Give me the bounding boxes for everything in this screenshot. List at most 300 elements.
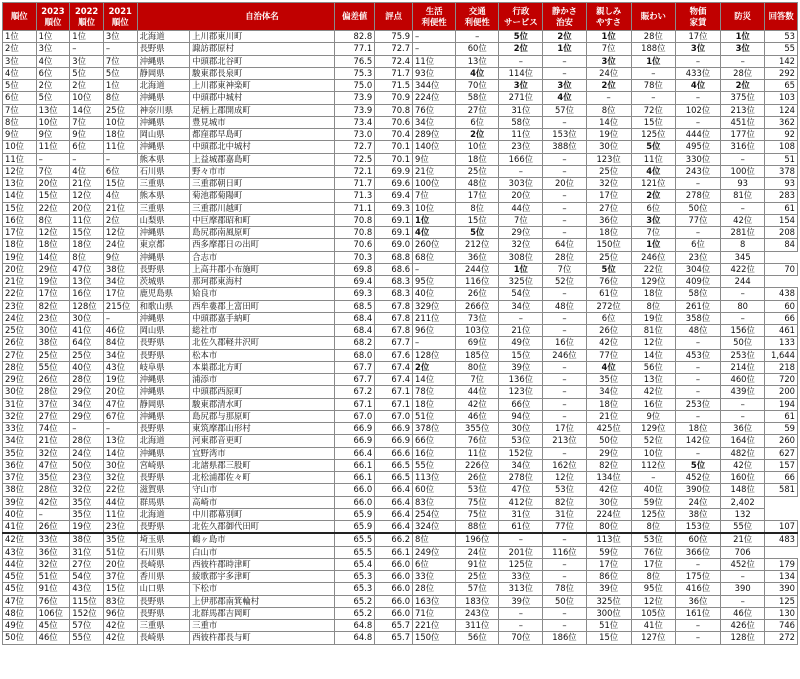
cell-rank-2023: 36位 (36, 546, 70, 558)
cell-rank-2022: 128位 (70, 300, 104, 312)
cell-rank-2022: 18位 (70, 239, 104, 251)
cell-bustle: – (631, 67, 675, 79)
cell-disaster: 460位 (721, 374, 765, 386)
cell-rank-2022: 23位 (70, 472, 104, 484)
cell-rank-2023: 6位 (36, 67, 70, 79)
cell-bustle: 112位 (631, 459, 675, 471)
cell-prefecture: 三重県 (137, 620, 190, 632)
table-row (3, 288, 798, 300)
table-row (3, 620, 798, 632)
cell-transport: 244位 (456, 263, 499, 275)
cell-score: 69.0 (375, 239, 413, 251)
cell-rank-2021: – (103, 43, 137, 55)
cell-living: 71位 (413, 607, 456, 619)
cell-bustle: 28位 (631, 31, 675, 43)
cell-rank-2022: 21位 (70, 178, 104, 190)
cell-prefecture: 熊本県 (137, 190, 190, 202)
cell-deviation: 67.2 (335, 386, 375, 398)
cell-admin: 49位 (499, 337, 543, 349)
cell-score: 66.1 (375, 546, 413, 558)
table-row (3, 337, 798, 349)
cell-prefecture: 北海道 (137, 31, 190, 43)
cell-disaster: 28位 (721, 67, 765, 79)
cell-deviation: 68.2 (335, 337, 375, 349)
cell-rank-2022: 32位 (70, 484, 104, 496)
cell-score: 71.7 (375, 67, 413, 79)
cell-living: 76位 (413, 104, 456, 116)
cell-bustle: 2位 (631, 190, 675, 202)
cell-responses: 61 (765, 410, 798, 422)
cell-friendly: 36位 (586, 214, 631, 226)
cell-friendly: 82位 (586, 459, 631, 471)
cell-bustle: 8位 (631, 521, 675, 534)
cell-quiet: – (543, 361, 586, 373)
cell-responses: 124 (765, 104, 798, 116)
ranking-table (2, 2, 798, 645)
table-row (3, 632, 798, 644)
cell-rank-2021: – (103, 153, 137, 165)
table-row (3, 386, 798, 398)
cell-prefecture: 茨城県 (137, 276, 190, 288)
cell-municipality: 島尻郡南風原町 (190, 227, 335, 239)
cell-transport: 27位 (456, 104, 499, 116)
cell-transport: 60位 (456, 43, 499, 55)
cell-bustle: 8位 (631, 300, 675, 312)
cell-living: 254位 (413, 508, 456, 520)
cell-friendly: 6位 (586, 312, 631, 324)
cell-quiet: – (543, 571, 586, 583)
cell-living: – (413, 43, 456, 55)
cell-prefecture: 北海道 (137, 508, 190, 520)
cell-rank-2022: 5位 (70, 67, 104, 79)
cell-rank-2021: 25位 (103, 104, 137, 116)
cell-prefecture: 沖縄県 (137, 374, 190, 386)
header-prefecture (137, 3, 190, 31)
cell-rank-2023: 51位 (36, 571, 70, 583)
cell-bustle: – (631, 92, 675, 104)
cell-bustle: 6位 (631, 202, 675, 214)
cell-disaster: 80 (721, 300, 765, 312)
cell-responses: 194 (765, 398, 798, 410)
cell-disaster: 422位 (721, 263, 765, 275)
cell-rank: 30位 (3, 386, 37, 398)
cell-admin: 201位 (499, 546, 543, 558)
cell-disaster: 375位 (721, 92, 765, 104)
cell-prefecture: 香川県 (137, 571, 190, 583)
cell-prefecture: 沖縄県 (137, 312, 190, 324)
cell-quiet: – (543, 398, 586, 410)
cell-disaster: – (721, 312, 765, 324)
cell-disaster: 50位 (721, 337, 765, 349)
cell-prices: 48位 (675, 325, 720, 337)
cell-admin: – (499, 165, 543, 177)
cell-rank-2021: 67位 (103, 410, 137, 422)
cell-rank-2023: 5位 (36, 92, 70, 104)
header-rank: 順位 (3, 3, 37, 31)
cell-admin: 33位 (499, 571, 543, 583)
cell-friendly: 21位 (586, 410, 631, 422)
cell-transport: 25位 (456, 571, 499, 583)
cell-rank-2023: 37位 (36, 398, 70, 410)
cell-quiet: 31位 (543, 508, 586, 520)
cell-prices: 4位 (675, 80, 720, 92)
cell-municipality: 北佐久郡軽井沢町 (190, 337, 335, 349)
cell-municipality: 中川郡幕別町 (190, 508, 335, 520)
cell-quiet: – (543, 620, 586, 632)
cell-quiet: 52位 (543, 276, 586, 288)
cell-admin: – (499, 533, 543, 546)
cell-responses: 272 (765, 632, 798, 644)
cell-quiet: – (543, 374, 586, 386)
cell-rank: 17位 (3, 227, 37, 239)
cell-friendly: 19位 (586, 129, 631, 141)
cell-living: 249位 (413, 546, 456, 558)
cell-score: 69.3 (375, 202, 413, 214)
cell-living: 95位 (413, 276, 456, 288)
cell-municipality: 守山市 (190, 484, 335, 496)
cell-deviation: 73.9 (335, 92, 375, 104)
cell-living: 329位 (413, 300, 456, 312)
cell-friendly: 30位 (586, 141, 631, 153)
cell-score: 68.3 (375, 276, 413, 288)
cell-prices: – (675, 337, 720, 349)
cell-rank-2023: 7位 (36, 165, 70, 177)
header-transport: 交通 利便性 (456, 3, 499, 31)
header-disaster: 防災 (721, 3, 765, 31)
cell-quiet: 2位 (543, 31, 586, 43)
table-row (3, 423, 798, 435)
cell-disaster: 148位 (721, 484, 765, 496)
table-row (3, 571, 798, 583)
cell-responses: 720 (765, 374, 798, 386)
cell-living: 16位 (413, 447, 456, 459)
cell-admin: – (499, 620, 543, 632)
cell-disaster: 46位 (721, 607, 765, 619)
cell-score: 70.9 (375, 92, 413, 104)
cell-disaster: 451位 (721, 116, 765, 128)
cell-rank-2021: 11位 (103, 508, 137, 520)
cell-prefecture: 神奈川県 (137, 104, 190, 116)
cell-quiet: – (543, 214, 586, 226)
cell-rank-2021: 9位 (103, 251, 137, 263)
cell-quiet: 53位 (543, 484, 586, 496)
cell-deviation: 66.0 (335, 496, 375, 508)
cell-quiet: 57位 (543, 104, 586, 116)
cell-rank-2023: 23位 (36, 312, 70, 324)
cell-deviation: 72.1 (335, 165, 375, 177)
cell-bustle: 42位 (631, 386, 675, 398)
cell-rank: 24位 (3, 312, 37, 324)
cell-quiet: 16位 (543, 337, 586, 349)
cell-transport: 75位 (456, 496, 499, 508)
cell-prefecture: 長野県 (137, 337, 190, 349)
cell-living: 66位 (413, 435, 456, 447)
cell-score: 69.6 (375, 178, 413, 190)
cell-admin: – (499, 607, 543, 619)
cell-prices: 58位 (675, 288, 720, 300)
cell-prefecture: 岐阜県 (137, 361, 190, 373)
cell-rank-2023: – (36, 153, 70, 165)
cell-living: 68位 (413, 251, 456, 263)
cell-rank-2022: 29位 (70, 410, 104, 422)
header-score: 評点 (375, 3, 413, 31)
cell-rank: 2位 (3, 43, 37, 55)
cell-bustle: 125位 (631, 129, 675, 141)
cell-rank-2021: 37位 (103, 571, 137, 583)
cell-responses: 292 (765, 67, 798, 79)
cell-transport: 75位 (456, 508, 499, 520)
cell-living: 33位 (413, 571, 456, 583)
cell-disaster: – (721, 202, 765, 214)
cell-municipality: 野々市市 (190, 165, 335, 177)
cell-quiet: – (543, 67, 586, 79)
cell-prefecture: 長野県 (137, 423, 190, 435)
table-row (3, 595, 798, 607)
cell-transport: – (456, 31, 499, 43)
cell-transport: 25位 (456, 165, 499, 177)
cell-disaster: 42位 (721, 459, 765, 471)
cell-transport: 26位 (456, 472, 499, 484)
table-row (3, 251, 798, 263)
cell-municipality: 駿東郡長泉町 (190, 67, 335, 79)
cell-rank-2022: 30位 (70, 312, 104, 324)
cell-prefecture: 長野県 (137, 607, 190, 619)
cell-rank: 25位 (3, 325, 37, 337)
cell-deviation: 71.7 (335, 178, 375, 190)
cell-quiet: 48位 (543, 300, 586, 312)
cell-rank-2023: 91位 (36, 583, 70, 595)
cell-municipality: 高崎市 (190, 496, 335, 508)
cell-rank-2023: 45位 (36, 620, 70, 632)
cell-rank-2023: 26位 (36, 521, 70, 534)
cell-score: 66.5 (375, 459, 413, 471)
cell-admin: 15位 (499, 349, 543, 361)
cell-responses: 51 (765, 153, 798, 165)
cell-prices: 330位 (675, 153, 720, 165)
cell-rank-2021: 30位 (103, 459, 137, 471)
cell-rank-2022: 34位 (70, 398, 104, 410)
cell-living: 128位 (413, 349, 456, 361)
cell-responses: 60 (765, 300, 798, 312)
cell-disaster: 177位 (721, 129, 765, 141)
cell-rank-2022: 50位 (70, 459, 104, 471)
cell-score: 70.8 (375, 104, 413, 116)
cell-responses: 133 (765, 337, 798, 349)
cell-score: 67.6 (375, 349, 413, 361)
cell-score: 67.8 (375, 325, 413, 337)
cell-responses: 260 (765, 435, 798, 447)
cell-rank-2023: 82位 (36, 300, 70, 312)
cell-friendly: 80位 (586, 521, 631, 534)
cell-quiet: – (543, 325, 586, 337)
cell-living: 93位 (413, 67, 456, 79)
cell-living: 18位 (413, 398, 456, 410)
cell-rank-2023: 32位 (36, 558, 70, 570)
cell-admin: 34位 (499, 459, 543, 471)
cell-admin: 32位 (499, 239, 543, 251)
cell-rank: 21位 (3, 276, 37, 288)
cell-score: 66.5 (375, 472, 413, 484)
cell-rank: 22位 (3, 288, 37, 300)
cell-municipality: 鶴ヶ島市 (190, 533, 335, 546)
cell-prices: 36位 (675, 595, 720, 607)
cell-quiet: 20位 (543, 178, 586, 190)
cell-quiet: 388位 (543, 141, 586, 153)
cell-quiet: 3位 (543, 80, 586, 92)
cell-responses: 55 (765, 43, 798, 55)
cell-score: 67.8 (375, 312, 413, 324)
cell-prices: 175位 (675, 571, 720, 583)
cell-prices: 253位 (675, 398, 720, 410)
cell-rank-2023: 42位 (36, 496, 70, 508)
cell-bustle: 12位 (631, 595, 675, 607)
cell-bustle: 10位 (631, 447, 675, 459)
cell-disaster: 36位 (721, 423, 765, 435)
cell-rank-2021: – (103, 312, 137, 324)
cell-prices: – (675, 632, 720, 644)
cell-rank-2021: 10位 (103, 116, 137, 128)
cell-prices: 243位 (675, 165, 720, 177)
cell-admin: 11位 (499, 129, 543, 141)
cell-admin: 66位 (499, 398, 543, 410)
cell-quiet: – (543, 312, 586, 324)
cell-responses: 84 (765, 239, 798, 251)
cell-living: 21位 (413, 165, 456, 177)
cell-rank-2021: 215位 (103, 300, 137, 312)
cell-rank-2022: 16位 (70, 288, 104, 300)
cell-municipality: 足柄上郡開成町 (190, 104, 335, 116)
cell-rank: 28位 (3, 361, 37, 373)
cell-prices: 102位 (675, 104, 720, 116)
cell-rank: 45位 (3, 571, 37, 583)
cell-deviation: 67.0 (335, 410, 375, 422)
cell-disaster: – (721, 410, 765, 422)
cell-deviation: 73.9 (335, 104, 375, 116)
table-row (3, 472, 798, 484)
cell-rank-2021: 15位 (103, 583, 137, 595)
cell-quiet: 17位 (543, 423, 586, 435)
cell-disaster: 93 (721, 178, 765, 190)
cell-municipality: 中頭郡嘉手納町 (190, 312, 335, 324)
cell-prefecture: 北海道 (137, 80, 190, 92)
cell-rank-2021: 18位 (103, 129, 137, 141)
cell-score: 67.4 (375, 374, 413, 386)
cell-admin: 313位 (499, 583, 543, 595)
cell-admin: 39位 (499, 595, 543, 607)
cell-rank: 45位 (3, 583, 37, 595)
cell-municipality: 総社市 (190, 325, 335, 337)
cell-rank-2021: 22位 (103, 484, 137, 496)
cell-rank-2022: 25位 (70, 349, 104, 361)
cell-municipality: 本巣郡北方町 (190, 361, 335, 373)
cell-prefecture: 長野県 (137, 521, 190, 534)
table-row (3, 533, 798, 546)
table-row (3, 165, 798, 177)
cell-rank-2022: – (70, 423, 104, 435)
cell-rank: 48位 (3, 607, 37, 619)
cell-prefecture: 長野県 (137, 263, 190, 275)
cell-rank-2022: 12位 (70, 190, 104, 202)
cell-municipality: 島尻郡与那原町 (190, 410, 335, 422)
cell-rank-2021: 11位 (103, 141, 137, 153)
cell-rank-2023: – (36, 508, 70, 520)
cell-deviation: 65.3 (335, 583, 375, 595)
cell-friendly: 18位 (586, 398, 631, 410)
cell-transport: 226位 (456, 459, 499, 471)
cell-bustle: 8位 (631, 571, 675, 583)
cell-disaster: – (721, 398, 765, 410)
cell-admin: 31位 (499, 508, 543, 520)
cell-deviation: 69.8 (335, 263, 375, 275)
cell-responses: 390 (765, 583, 798, 595)
cell-prices: – (675, 386, 720, 398)
cell-deviation: 67.1 (335, 398, 375, 410)
cell-prefecture: 和歌山県 (137, 300, 190, 312)
cell-deviation: 76.5 (335, 55, 375, 67)
cell-prefecture: 群馬県 (137, 496, 190, 508)
cell-deviation: 65.3 (335, 571, 375, 583)
cell-quiet: 246位 (543, 349, 586, 361)
table-row (3, 508, 798, 520)
cell-transport: 76位 (456, 435, 499, 447)
cell-bustle: 127位 (631, 632, 675, 644)
cell-quiet: – (543, 165, 586, 177)
cell-bustle: 129位 (631, 276, 675, 288)
cell-rank-2022: 152位 (70, 607, 104, 619)
cell-rank-2021: 23位 (103, 521, 137, 534)
cell-admin: 7位 (499, 214, 543, 226)
table-row (3, 190, 798, 202)
cell-score: 65.7 (375, 620, 413, 632)
cell-responses: 65 (765, 80, 798, 92)
cell-responses: 103 (765, 92, 798, 104)
cell-bustle: 40位 (631, 484, 675, 496)
cell-transport: 11位 (456, 447, 499, 459)
cell-rank-2022: – (70, 43, 104, 55)
cell-municipality: 宜野湾市 (190, 447, 335, 459)
cell-living: 221位 (413, 620, 456, 632)
cell-municipality: 駿東郡清水町 (190, 398, 335, 410)
cell-rank-2022: – (70, 153, 104, 165)
cell-municipality: 三重郡朝日町 (190, 178, 335, 190)
cell-rank-2021: 44位 (103, 496, 137, 508)
cell-friendly: 5位 (586, 263, 631, 275)
cell-rank-2023: 22位 (36, 202, 70, 214)
cell-living: 211位 (413, 312, 456, 324)
cell-rank-2023: 9位 (36, 129, 70, 141)
cell-deviation: 75.0 (335, 80, 375, 92)
cell-rank-2023: 106位 (36, 607, 70, 619)
cell-quiet: 213位 (543, 435, 586, 447)
cell-transport: 4位 (456, 67, 499, 79)
cell-bustle: 9位 (631, 410, 675, 422)
cell-bustle: 16位 (631, 398, 675, 410)
cell-friendly: 300位 (586, 607, 631, 619)
cell-disaster: 244 (721, 276, 765, 288)
cell-deviation: 65.9 (335, 508, 375, 520)
cell-prefecture: 長崎県 (137, 558, 190, 570)
cell-score: 66.9 (375, 423, 413, 435)
cell-rank: 1位 (3, 31, 37, 43)
cell-disaster: 281位 (721, 227, 765, 239)
cell-prefecture: 鹿児島県 (137, 288, 190, 300)
cell-municipality: 西彼杵郡時津町 (190, 558, 335, 570)
cell-score: 66.4 (375, 484, 413, 496)
cell-score: 68.8 (375, 251, 413, 263)
cell-municipality: 諏訪郡原村 (190, 43, 335, 55)
cell-deviation: 69.3 (335, 288, 375, 300)
cell-friendly: 150位 (586, 239, 631, 251)
